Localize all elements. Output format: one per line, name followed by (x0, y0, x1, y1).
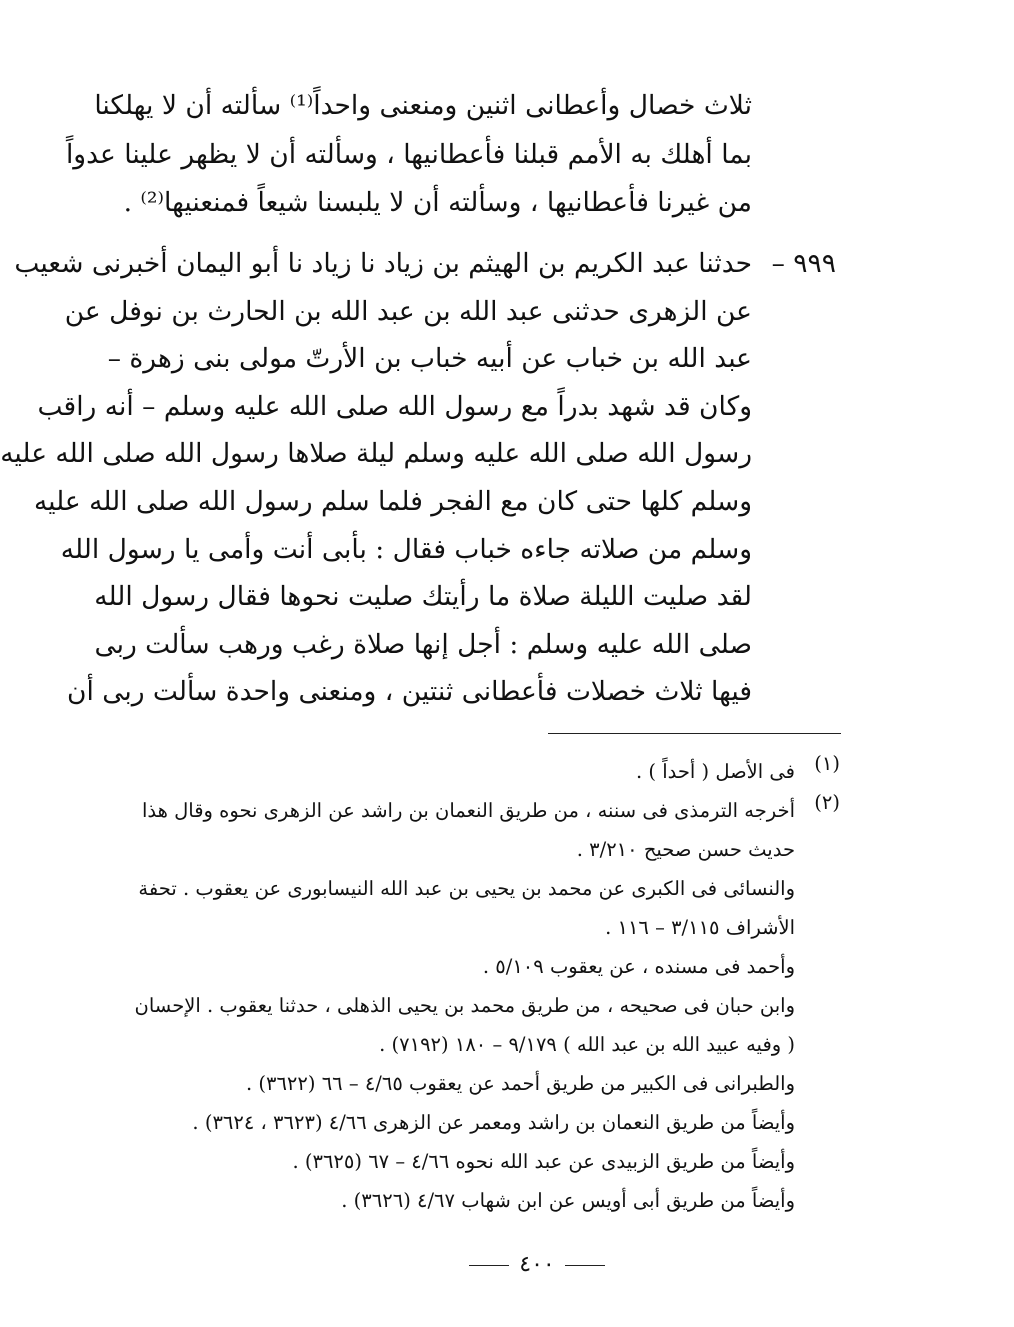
text-line: لقد صليت الليلة صلاة ما رأيتك صليت نحوها فقال رسول الله (94, 581, 752, 613)
text-line: وكان قد شهد بدراً مع رسول الله صلى الله عليه وسلم – أنه راقب (37, 390, 752, 422)
footnote-line: والطبرانى فى الكبير من طريق أحمد عن يعقوب ٤/٦٥ – ٦٦ (٣٦٢٢) . (245, 1072, 795, 1095)
footnote-separator (548, 733, 841, 734)
footnote-line: حديث حسن صحيح ٣/٢١٠ . (576, 838, 795, 861)
footnote-1 (150, 752, 840, 791)
text-line: رسول الله صلى الله عليه وسلم ليلة صلاها رسول الله صلى الله عليه (0, 438, 752, 470)
footnote-2 (134, 791, 840, 1220)
footnote-line: وأيضاً من طريق الزبيدى عن عبد الله نحوه ٤/٦٦ – ٦٧ (٣٦٢٥) . (292, 1150, 795, 1173)
footnote-line: وأيضاً من طريق النعمان بن راشد ومعمر عن الزهرى ٤/٦٦ (٣٦٢٣ ، ٣٦٢٤) . (192, 1111, 795, 1134)
footnote-line: الأشراف ٣/١١٥ – ١١٦ . (605, 916, 795, 939)
page-number (60, 1252, 1014, 1277)
page-number-text: ٤٠٠ (519, 1252, 555, 1277)
footnote-line: فى الأصل ( أحداً ) . (636, 760, 795, 783)
text-line: عبد الله بن خباب عن أبيه خباب بن الأرتّ مولى بنى زهرة – (107, 343, 752, 375)
footnote-number: (٢) (814, 791, 840, 814)
paragraph-continued (65, 82, 752, 228)
text-line: صلى الله عليه وسلم : أجل إنها صلاة رغب ورهب سألت ربى (94, 628, 752, 660)
dash-ornament (565, 1265, 605, 1266)
footnote-line: أخرجه الترمذى فى سننه ، من طريق النعمان بن راشد عن الزهرى نحوه وقال هذا (141, 799, 795, 822)
hadith-text (0, 240, 752, 716)
hadith-number: ٩٩٩ – (771, 248, 836, 279)
text-line: حدثنا عبد الكريم بن الهيثم بن زياد نا زياد نا أبو اليمان أخبرنى شعيب (14, 248, 752, 279)
footnote-line: وأحمد فى مسنده ، عن يعقوب ٥/١٠٩ . (482, 955, 795, 978)
footnote-line: وأيضاً من طريق أبى أويس عن ابن شهاب ٤/٦٧ (٣٦٢٦) . (341, 1189, 795, 1212)
text-line: وسلم كلها حتى كان مع الفجر فلما سلم رسول الله صلى الله عليه (33, 485, 752, 517)
text-line: من غيرنا فأعطانيها ، وسألته أن لا يلبسنا شيعاً فمنعنيها⁽²⁾ . (123, 187, 752, 219)
footnotes (134, 752, 840, 1220)
footnote-line: والنسائى فى الكبرى عن محمد بن يحيى بن عبد الله النيسابورى عن يعقوب . تحفة (138, 877, 795, 900)
footnote-line: وابن حبان فى صحيحه ، من طريق محمد بن يحيى الذهلى ، حدثنا يعقوب . الإحسان (134, 994, 795, 1017)
text-line: وسلم من صلاته جاءه خباب فقال : بأبى أنت وأمى يا رسول الله (60, 533, 752, 565)
dash-ornament (469, 1265, 509, 1266)
text-line: ثلاث خصال وأعطانى اثنين ومنعنى واحداً⁽¹⁾ سألته أن لا يهلكنا (94, 90, 752, 121)
text-line: عن الزهرى حدثنى عبد الله بن عبد الله بن الحارث بن نوفل عن (64, 295, 752, 327)
footnote-line: ( وفيه عبيد الله بن عبد الله ) ٩/١٧٩ – ١٨٠ (٧١٩٢) . (379, 1033, 795, 1056)
text-line: فيها ثلاث خصلات فأعطانى ثنتين ، ومنعنى واحدة سألت ربى أن (66, 676, 752, 708)
footnote-number: (١) (814, 752, 840, 775)
text-line: بما أهلك به الأمم قبلنا فأعطانيها ، وسألته أن لا يظهر علينا عدواً (65, 138, 752, 170)
